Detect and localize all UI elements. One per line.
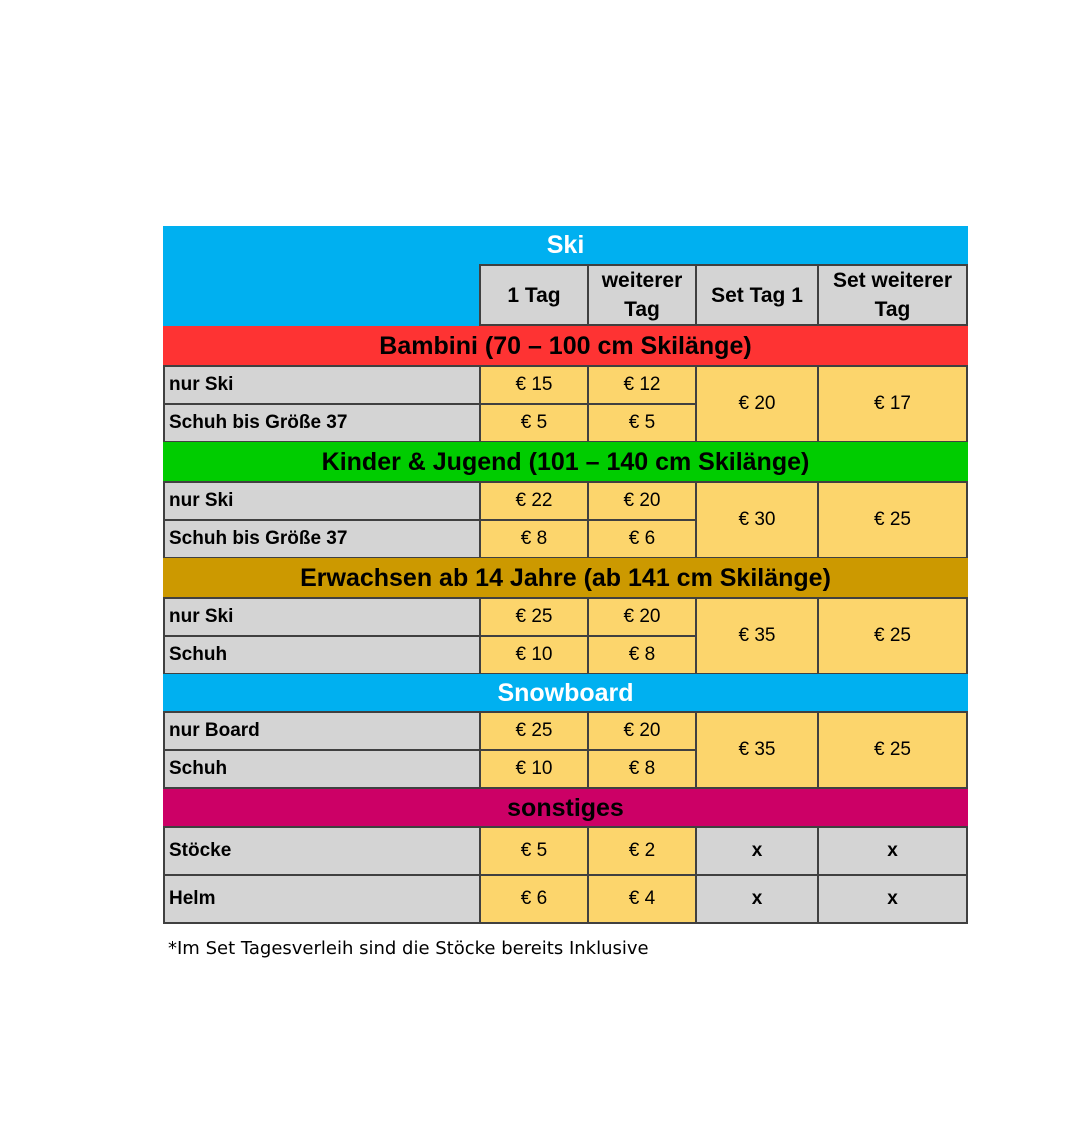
set-tag-1-na: x [695,826,819,876]
table-title: Ski [546,231,585,259]
price-weiterer-tag: € 5 [587,403,697,443]
row-label: nur Ski [163,481,481,521]
section-title: sonstiges [163,789,968,827]
price-1-tag: € 15 [479,365,589,405]
header-weiterer-tag: weiterer Tag [587,264,697,326]
price-1-tag: € 8 [479,519,589,559]
price-1-tag: € 25 [479,711,589,751]
footnote: *Im Set Tagesverleih sind die Stöcke bereits Inklusive [168,938,649,959]
section-title: Snowboard [163,674,968,712]
row-label: nur Board [163,711,481,751]
row-label: nur Ski [163,597,481,637]
price-set-tag-1: € 35 [695,711,819,789]
price-weiterer-tag: € 6 [587,519,697,559]
set-tag-1-na: x [695,874,819,924]
set-weiterer-tag-na: x [817,826,968,876]
price-1-tag: € 6 [479,874,589,924]
header-set-tag-1: Set Tag 1 [695,264,819,326]
price-1-tag: € 10 [479,749,589,789]
price-set-weiterer-tag: € 17 [817,365,968,443]
price-weiterer-tag: € 20 [587,711,697,751]
section-title: Bambini (70 – 100 cm Skilänge) [163,326,968,366]
row-label: Stöcke [163,826,481,876]
price-1-tag: € 5 [479,826,589,876]
price-set-tag-1: € 30 [695,481,819,559]
price-1-tag: € 5 [479,403,589,443]
price-1-tag: € 10 [479,635,589,675]
price-weiterer-tag: € 20 [587,597,697,637]
header-set-weiterer-tag: Set weiterer Tag [817,264,968,326]
row-label: Helm [163,874,481,924]
row-label: Schuh bis Größe 37 [163,403,481,443]
row-label: Schuh [163,749,481,789]
price-weiterer-tag: € 4 [587,874,697,924]
price-weiterer-tag: € 8 [587,749,697,789]
price-weiterer-tag: € 2 [587,826,697,876]
header-1-tag: 1 Tag [479,264,589,326]
row-label: nur Ski [163,365,481,405]
price-weiterer-tag: € 20 [587,481,697,521]
price-set-tag-1: € 20 [695,365,819,443]
price-set-weiterer-tag: € 25 [817,597,968,675]
price-weiterer-tag: € 8 [587,635,697,675]
price-set-weiterer-tag: € 25 [817,711,968,789]
price-weiterer-tag: € 12 [587,365,697,405]
row-label: Schuh bis Größe 37 [163,519,481,559]
price-1-tag: € 22 [479,481,589,521]
set-weiterer-tag-na: x [817,874,968,924]
row-label: Schuh [163,635,481,675]
price-1-tag: € 25 [479,597,589,637]
price-set-tag-1: € 35 [695,597,819,675]
section-title: Erwachsen ab 14 Jahre (ab 141 cm Skilänge) [163,558,968,598]
price-set-weiterer-tag: € 25 [817,481,968,559]
section-title: Kinder & Jugend (101 – 140 cm Skilänge) [163,442,968,482]
